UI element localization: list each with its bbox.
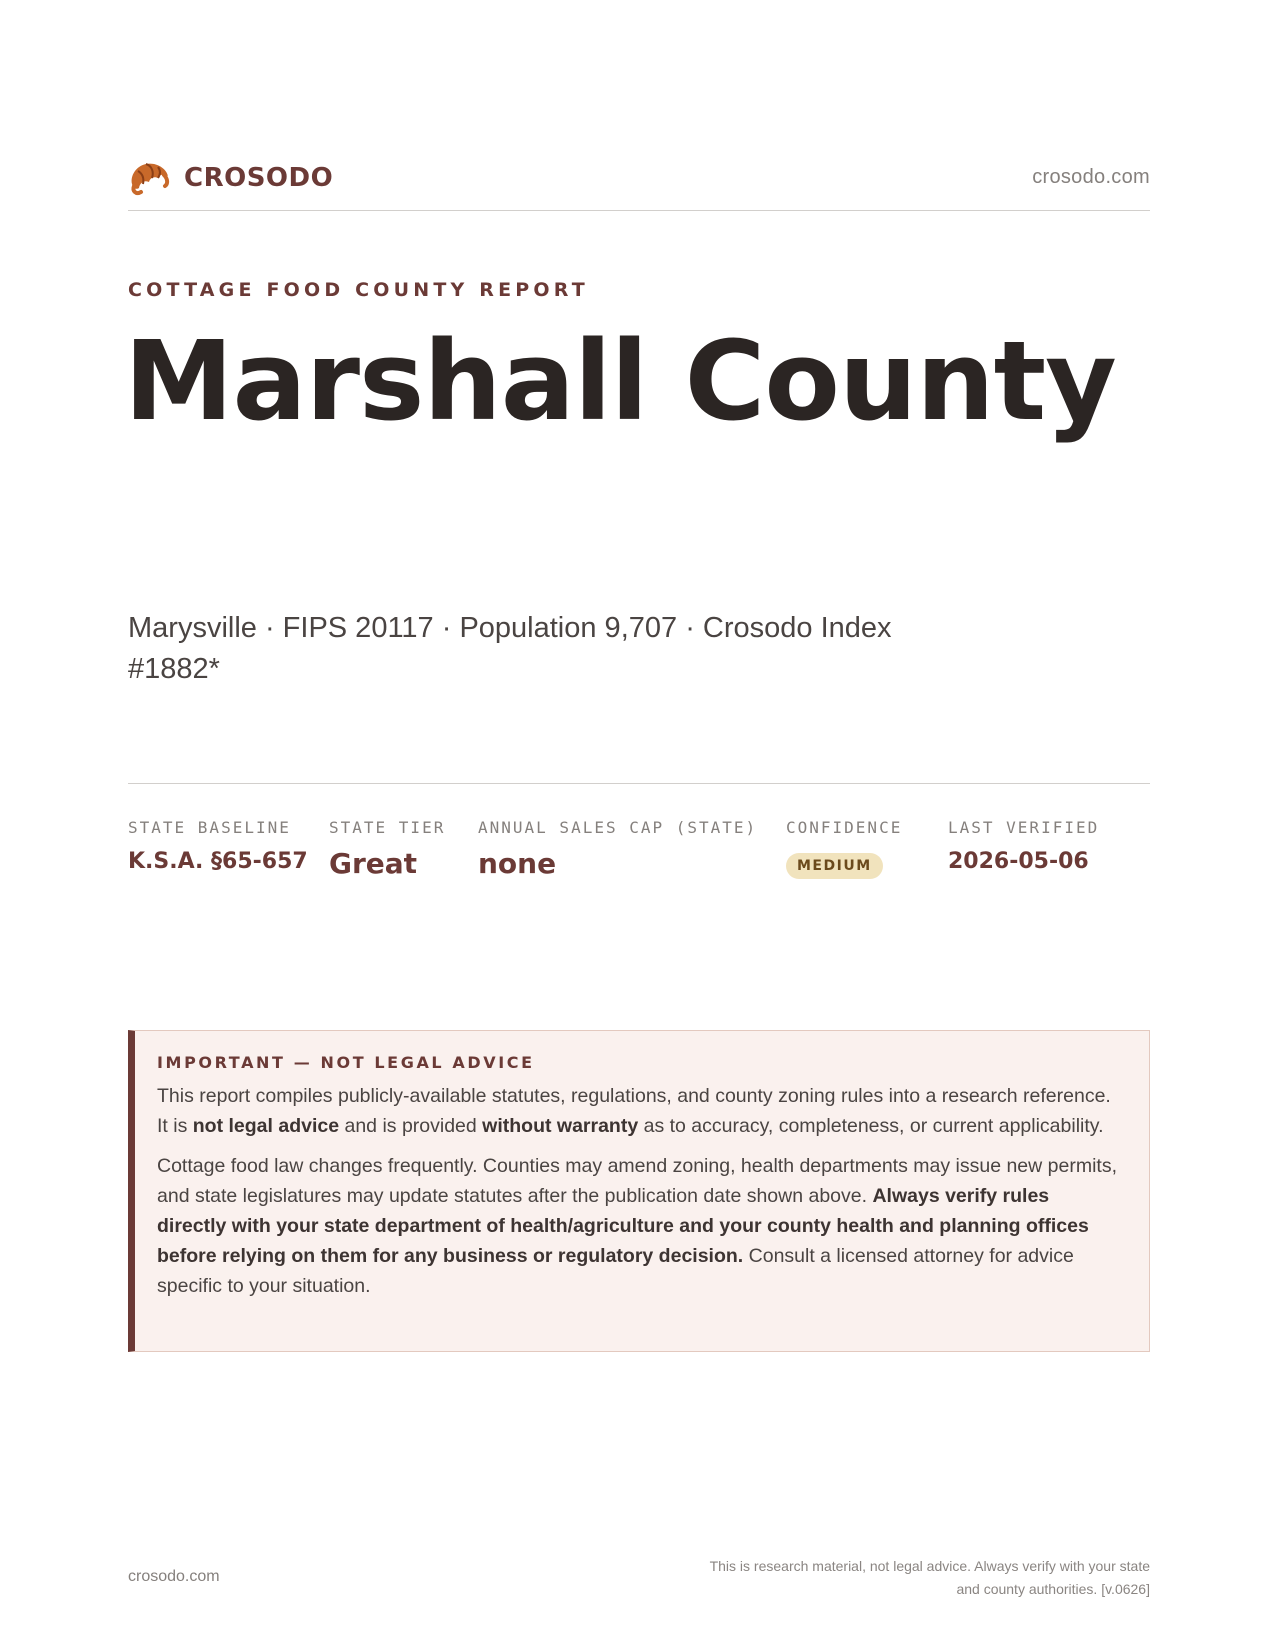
stat-label: ANNUAL SALES CAP (STATE)	[478, 818, 758, 837]
stat-label: STATE BASELINE	[128, 818, 291, 837]
stat-label: CONFIDENCE	[786, 818, 903, 837]
notice-emphasis: without warranty	[482, 1115, 639, 1137]
notice-text: as to accuracy, completeness, or current applicability.	[638, 1115, 1104, 1137]
footer-disclaimer-line: This is research material, not legal advice. Always verify with your state	[709, 1558, 1150, 1574]
footer-disclaimer	[590, 1555, 1150, 1601]
notice-paragraph	[157, 1151, 1121, 1301]
report-eyebrow: COTTAGE FOOD COUNTY REPORT	[128, 279, 589, 301]
notice-emphasis: not legal advice	[192, 1115, 340, 1137]
stat-confidence	[786, 818, 902, 879]
legal-notice	[128, 1030, 1150, 1352]
brand-name: CROSODO	[184, 163, 334, 193]
notice-text: Cottage food law changes frequently. Counties may amend zoning, health departments may issue new permits, and state legislatures may update statutes after the publication date shown above.	[157, 1155, 1117, 1207]
notice-emphasis: Always verify rules directly with your state department of health/agriculture and your county health and planning offices before relying on them for any business or regulatory decision.	[157, 1185, 1089, 1267]
stat-value: K.S.A. §65-657	[128, 849, 308, 874]
page-title: Marshall County	[124, 317, 1116, 445]
page-header	[128, 158, 1150, 202]
notice-paragraph	[157, 1081, 1121, 1141]
stat-state-tier	[329, 818, 445, 880]
stat-value: 2026-05-06	[948, 849, 1089, 874]
confidence-badge: MEDIUM	[786, 853, 883, 879]
section-divider	[128, 783, 1150, 784]
croissant-icon	[128, 158, 170, 198]
header-url[interactable]: crosodo.com	[1032, 166, 1150, 188]
notice-heading: IMPORTANT — NOT LEGAL ADVICE	[157, 1053, 535, 1072]
notice-text: This report compiles publicly-available statutes, regulations, and county zoning rules into a research reference. It is	[157, 1085, 1111, 1137]
footer-url[interactable]: crosodo.com	[128, 1568, 220, 1585]
stats-row	[128, 818, 1150, 888]
report-subtitle: Marysville · FIPS 20117 · Population 9,707 · Crosodo Index #1882*	[128, 612, 892, 685]
brand	[128, 158, 333, 198]
stat-value: none	[478, 847, 557, 880]
stat-label: STATE TIER	[329, 818, 446, 837]
notice-text: and is provided	[339, 1115, 483, 1137]
stat-label: LAST VERIFIED	[948, 818, 1100, 837]
stat-last-verified	[948, 818, 1099, 874]
footer-disclaimer-line: and county authorities. [v.0626]	[956, 1581, 1150, 1597]
header-divider	[128, 210, 1150, 211]
report-page	[124, 0, 1150, 1650]
stat-state-baseline	[128, 818, 308, 874]
notice-text: Consult a licensed attorney for advice specific to your situation.	[157, 1245, 1074, 1297]
stat-value: Great	[329, 847, 418, 880]
stat-annual-sales-cap	[478, 818, 757, 880]
